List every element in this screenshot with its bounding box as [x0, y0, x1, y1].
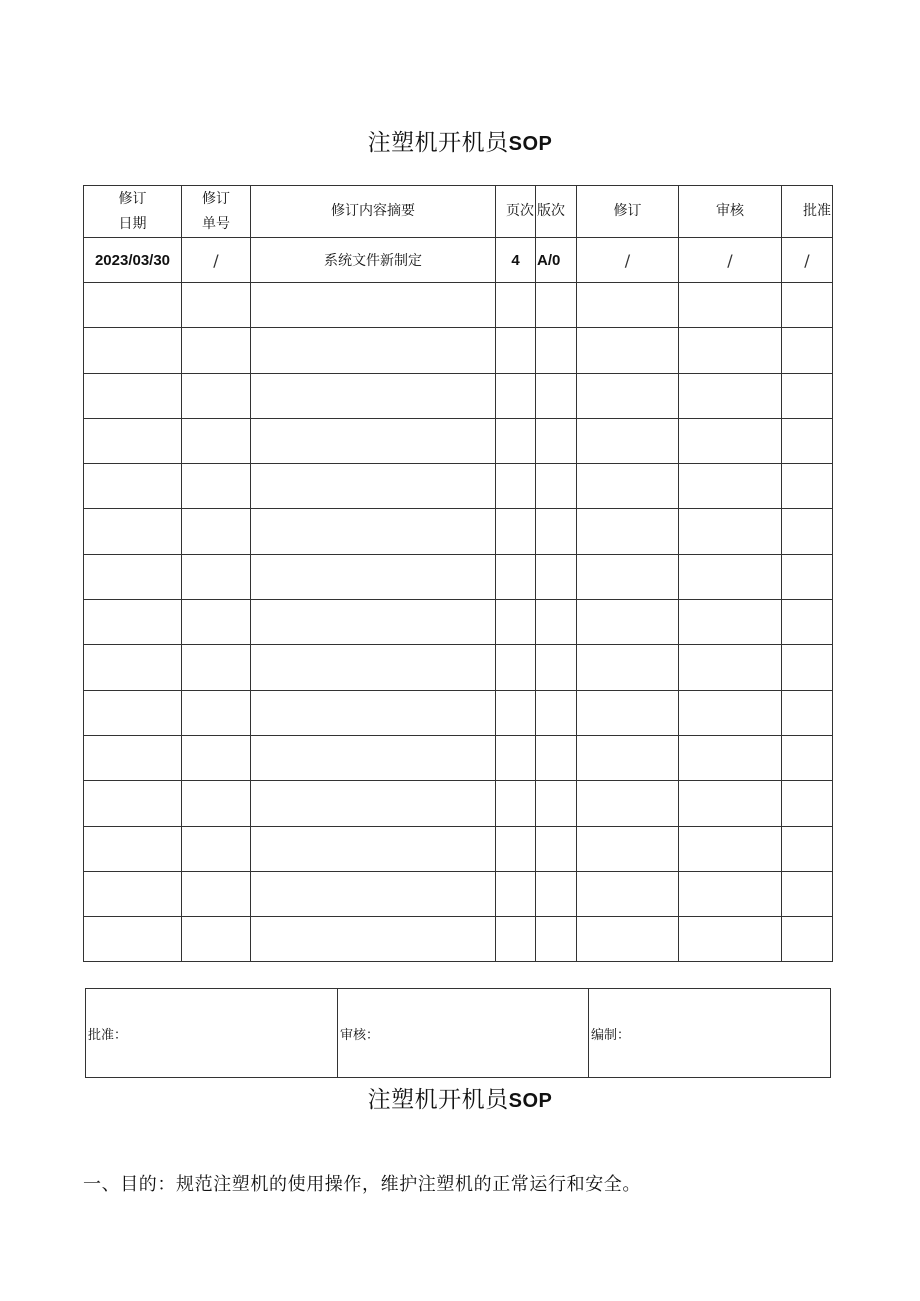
signature-review: 审核：	[338, 989, 589, 1078]
revision-row-empty	[84, 826, 833, 871]
revision-row-empty	[84, 690, 833, 735]
title-suffix: SOP	[508, 1090, 553, 1112]
document-title-repeat	[0, 1081, 920, 1114]
revision-row-empty	[84, 554, 833, 599]
row-revise: /	[577, 238, 679, 283]
revision-row-empty	[84, 509, 833, 554]
header-revision-date: 修订 日期	[84, 186, 182, 238]
revision-row-empty	[84, 464, 833, 509]
header-revision-number: 修订 单号	[182, 186, 251, 238]
section-purpose: 一、目的：规范注塑机的使用操作，维护注塑机的正常运行和安全。	[83, 1174, 641, 1194]
row-number: /	[182, 238, 251, 283]
header-edition: 版次	[536, 186, 577, 238]
row-approve: /	[782, 238, 833, 283]
row-pages: 4	[496, 238, 536, 283]
header-pages: 页次	[496, 186, 536, 238]
revision-header-row	[84, 186, 833, 238]
revision-table	[83, 185, 833, 962]
header-revision-summary: 修订内容摘要	[251, 186, 496, 238]
revision-row	[84, 238, 833, 283]
title-suffix: SOP	[508, 133, 553, 155]
signature-table	[85, 988, 831, 1078]
header-revise: 修订	[577, 186, 679, 238]
signature-prepare: 编制：	[589, 989, 831, 1078]
header-approve: 批准	[782, 186, 833, 238]
signature-approve: 批准：	[86, 989, 338, 1078]
row-summary: 系统文件新制定	[251, 238, 496, 283]
row-edition: A/0	[536, 238, 577, 283]
revision-row-empty	[84, 645, 833, 690]
revision-row-empty	[84, 917, 833, 962]
row-review: /	[679, 238, 782, 283]
header-review: 审核	[679, 186, 782, 238]
revision-row-empty	[84, 373, 833, 418]
revision-row-empty	[84, 600, 833, 645]
title-text: 注塑机开机员	[367, 1087, 509, 1112]
document-title	[0, 124, 920, 157]
revision-row-empty	[84, 735, 833, 780]
revision-row-empty	[84, 283, 833, 328]
revision-row-empty	[84, 328, 833, 373]
revision-row-empty	[84, 871, 833, 916]
title-text: 注塑机开机员	[367, 130, 509, 155]
revision-row-empty	[84, 781, 833, 826]
row-date: 2023/03/30	[84, 238, 182, 283]
revision-row-empty	[84, 418, 833, 463]
